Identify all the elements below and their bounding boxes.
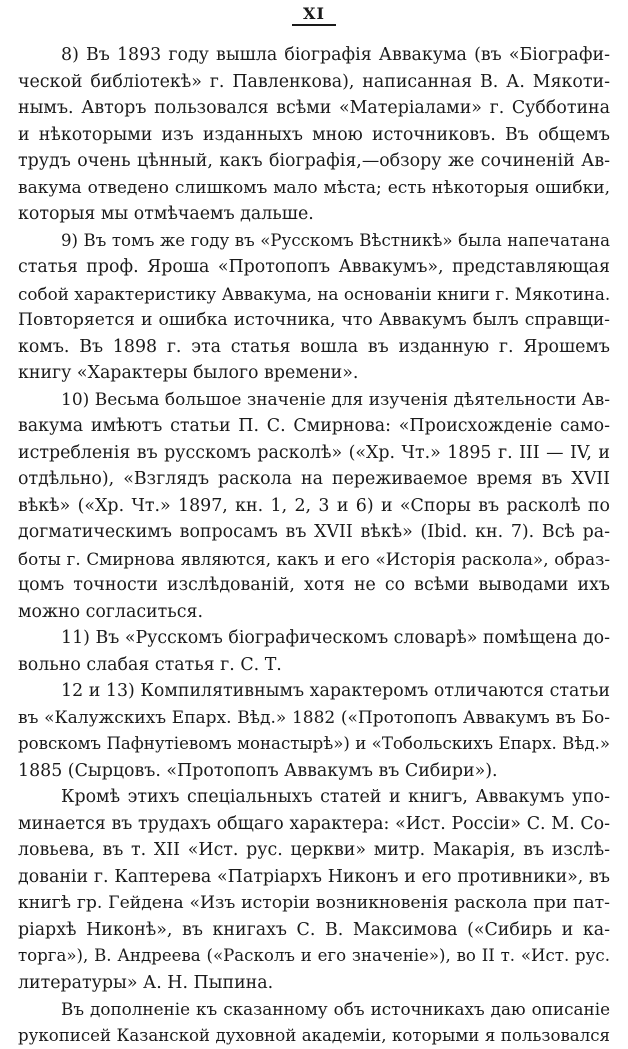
text-line: и нѣкоторыми изъ изданныхъ мною источниковъ. Въ общемъ bbox=[18, 122, 610, 149]
text-line: вакума отведено слишкомъ мало мѣста; есть нѣкоторыя ошибки, bbox=[18, 175, 610, 202]
text-line: Въ дополненіе къ сказанному объ источникахъ даю описаніе bbox=[18, 996, 610, 1023]
text-line: рукописей Казанской духовной академіи, которыми я пользовался bbox=[18, 1023, 610, 1049]
text-line: 11) Въ «Русскомъ біографическомъ словарѣ» помѣщена до- bbox=[18, 625, 610, 652]
text-line: литературы» А. Н. Пыпина. bbox=[18, 970, 610, 997]
page-number-underline bbox=[292, 24, 336, 26]
text-line: 8) Въ 1893 году вышла біографія Аввакума (въ «Біографи- bbox=[18, 42, 610, 69]
text-line: книгу «Характеры былого времени». bbox=[18, 360, 610, 387]
text-line: собой характеристику Аввакума, на основаніи книги г. Мякотина. bbox=[18, 281, 610, 308]
text-line: которыя мы отмѣчаемъ дальше. bbox=[18, 201, 610, 228]
text-line: 12 и 13) Компилятивнымъ характеромъ отличаются статьи bbox=[18, 678, 610, 705]
text-line: 10) Весьма большое значеніе для изученія дѣятельности Ав- bbox=[18, 387, 610, 414]
text-line: трудъ очень цѣнный, какъ біографія,—обзору же сочиненій Ав- bbox=[18, 148, 610, 175]
text-line: ческой библіотекѣ» г. Павленкова), написанная В. А. Мякоти- bbox=[18, 69, 610, 96]
page-number: XI bbox=[18, 4, 610, 24]
text-line: отдѣльно), «Взглядъ раскола на переживаемое время въ XVII bbox=[18, 466, 610, 493]
text-line: минается въ трудахъ общаго характера: «Ист. Россіи» С. М. Со- bbox=[18, 811, 610, 838]
text-line: ровскомъ Пафнутіевомъ монастырѣ») и «Тобольскихъ Епарх. Вѣд.» bbox=[18, 731, 610, 758]
text-line: истребленія въ русскомъ расколѣ» («Хр. Чт.» 1895 г. III — IV, и bbox=[18, 440, 610, 467]
text-line: можно согласиться. bbox=[18, 599, 610, 626]
text-line: 9) Въ томъ же году въ «Русскомъ Вѣстникѣ» была напечатана bbox=[18, 228, 610, 255]
text-line: вакума имѣютъ статьи П. С. Смирнова: «Происхожденіе само- bbox=[18, 413, 610, 440]
text-line: торга»), В. Андреева («Расколъ и его значеніе»), во II т. «Ист. рус. bbox=[18, 943, 610, 970]
text-line: Повторяется и ошибка источника, что Аввакумъ былъ справщи- bbox=[18, 307, 610, 334]
body-text bbox=[18, 42, 610, 1049]
text-line: книгѣ гр. Гейдена «Изъ исторіи возникновенія раскола при пат- bbox=[18, 890, 610, 917]
text-line: дованіи г. Каптерева «Патріархъ Никонъ и его противники», въ bbox=[18, 864, 610, 891]
text-line: вѣкѣ» («Хр. Чт.» 1897, кн. 1, 2, 3 и 6) и «Споры въ расколѣ по bbox=[18, 493, 610, 520]
text-line: ловьева, въ т. XII «Ист. рус. церкви» митр. Макарія, въ изслѣ- bbox=[18, 837, 610, 864]
text-line: вольно слабая статья г. С. Т. bbox=[18, 652, 610, 679]
text-line: догматическимъ вопросамъ въ XVII вѣкѣ» (Ibid. кн. 7). Всѣ ра- bbox=[18, 519, 610, 546]
text-line: нымъ. Авторъ пользовался всѣми «Матеріалами» г. Субботина bbox=[18, 95, 610, 122]
text-line: Кромѣ этихъ спеціальныхъ статей и книгъ, Аввакумъ упо- bbox=[18, 784, 610, 811]
text-line: ріархѣ Никонѣ», въ книгахъ С. В. Максимова («Сибирь и ка- bbox=[18, 917, 610, 944]
text-line: боты г. Смирнова являются, какъ и его «Исторія раскола», образ- bbox=[18, 546, 610, 573]
text-line: комъ. Въ 1898 г. эта статья вошла въ изданную г. Ярошемъ bbox=[18, 334, 610, 361]
text-line: 1885 (Сырцовъ. «Протопопъ Аввакумъ въ Сибири»). bbox=[18, 758, 610, 785]
text-line: въ «Калужскихъ Епарх. Вѣд.» 1882 («Протопопъ Аввакумъ въ Бо- bbox=[18, 705, 610, 732]
text-line: цомъ точности изслѣдованій, хотя не со всѣми выводами ихъ bbox=[18, 572, 610, 599]
text-line: статья проф. Ярошa «Протопопъ Аввакумъ», представляющая bbox=[18, 254, 610, 281]
